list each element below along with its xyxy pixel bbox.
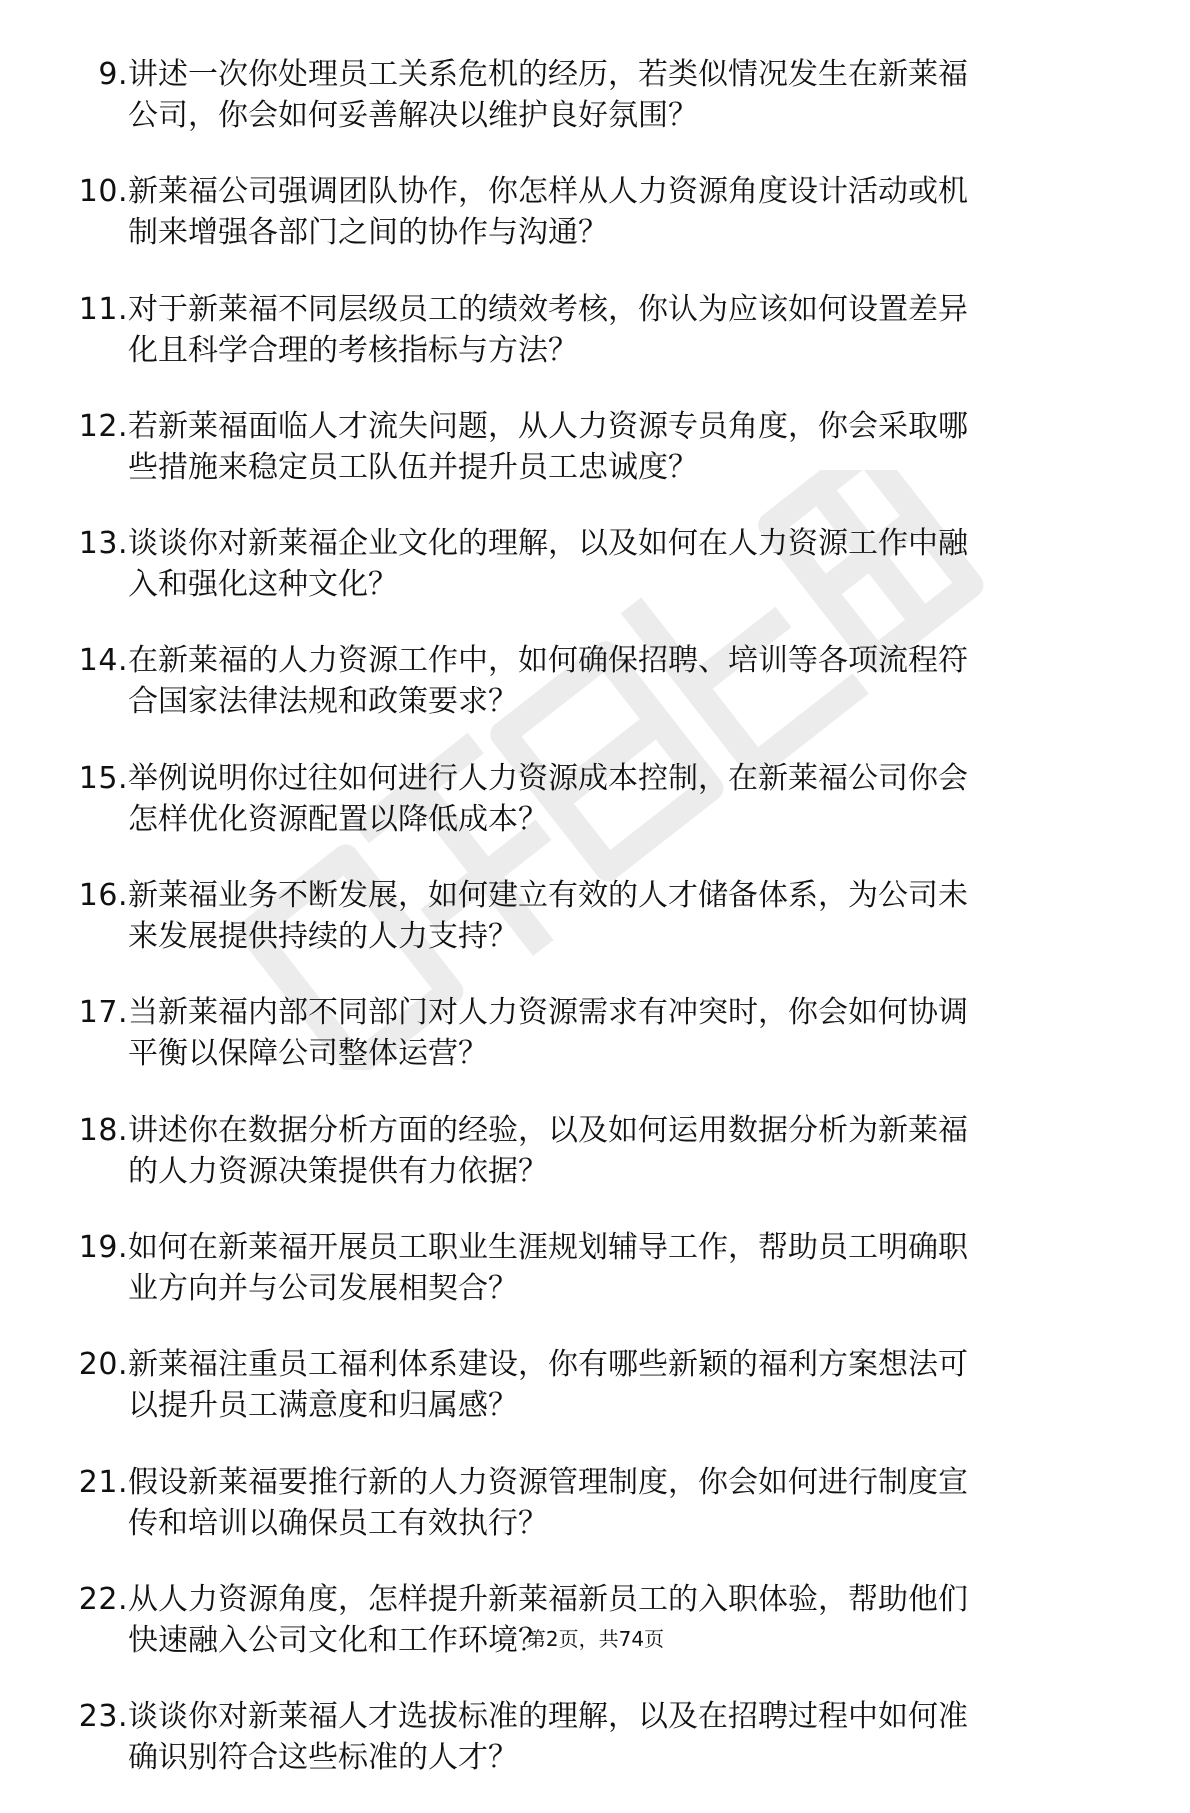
question-item [0, 1462, 1190, 1579]
question-number: 10. [78, 174, 128, 210]
question-line: 如何在新莱福开展员工职业生涯规划辅导工作，帮助员工明确职 [128, 1229, 968, 1265]
question-item [0, 523, 1190, 640]
question-line: 当新莱福内部不同部门对人力资源需求有冲突时，你会如何协调 [128, 995, 968, 1031]
page-footer [0, 1626, 1190, 1652]
question-line: 在新莱福的人力资源工作中，如何确保招聘、培训等各项流程符 [128, 643, 968, 679]
question-number: 14. [78, 643, 128, 679]
question-item [0, 758, 1190, 875]
question-text [128, 1696, 1128, 1778]
question-line: 新莱福业务不断发展，如何建立有效的人才储备体系，为公司未 [128, 878, 968, 914]
question-line: 对于新莱福不同层级员工的绩效考核，你认为应该如何设置差异 [128, 291, 968, 327]
question-text [128, 640, 1128, 722]
question-number: 17. [78, 995, 128, 1031]
question-item [0, 171, 1190, 288]
question-number: 18. [78, 1112, 128, 1148]
question-line: 谈谈你对新莱福人才选拔标准的理解，以及在招聘过程中如何准 [128, 1699, 968, 1735]
question-item [0, 289, 1190, 406]
question-number: 20. [78, 1347, 128, 1383]
question-line: 制来增强各部门之间的协作与沟通？ [128, 215, 608, 251]
page-number-label: 第2页，共74页 [525, 1627, 665, 1651]
question-number: 23. [78, 1699, 128, 1735]
question-line: 从人力资源角度，怎样提升新莱福新员工的入职体验，帮助他们 [128, 1581, 968, 1617]
question-text [128, 992, 1128, 1074]
question-line: 谈谈你对新莱福企业文化的理解，以及如何在人力资源工作中融 [128, 526, 968, 562]
question-number: 11. [78, 291, 128, 327]
question-number: 12. [78, 408, 128, 444]
question-text [128, 758, 1128, 840]
question-text [128, 54, 1128, 136]
question-number: 9. [98, 57, 128, 92]
question-item [0, 1227, 1190, 1344]
question-number: 16. [78, 878, 128, 914]
question-text [128, 1462, 1128, 1544]
question-line: 若新莱福面临人才流失问题，从人力资源专员角度，你会采取哪 [128, 408, 968, 444]
question-line: 化且科学合理的考核指标与方法？ [128, 332, 578, 368]
question-text [128, 171, 1128, 253]
question-line: 业方向并与公司发展相契合？ [128, 1270, 518, 1306]
question-item [0, 54, 1190, 171]
question-line: 的人力资源决策提供有力依据？ [128, 1153, 548, 1189]
question-list [0, 54, 1190, 1813]
question-line: 合国家法律法规和政策要求？ [128, 684, 518, 720]
question-number: 13. [78, 526, 128, 562]
question-number: 22. [78, 1581, 128, 1617]
question-line: 些措施来稳定员工队伍并提升员工忠诚度？ [128, 449, 698, 485]
question-item [0, 640, 1190, 757]
question-text [128, 523, 1128, 605]
question-item [0, 1110, 1190, 1227]
question-item [0, 1344, 1190, 1461]
question-line: 公司，你会如何妥善解决以维护良好氛围？ [128, 98, 698, 133]
question-item [0, 875, 1190, 992]
question-line: 讲述你在数据分析方面的经验，以及如何运用数据分析为新莱福 [128, 1112, 968, 1148]
question-line: 怎样优化资源配置以降低成本？ [128, 801, 548, 837]
question-line: 新莱福公司强调团队协作，你怎样从人力资源角度设计活动或机 [128, 174, 968, 210]
question-text [128, 289, 1128, 371]
question-text [128, 1344, 1128, 1426]
question-line: 确识别符合这些标准的人才？ [128, 1740, 518, 1776]
question-item [0, 992, 1190, 1109]
question-number: 21. [78, 1464, 128, 1500]
question-line: 平衡以保障公司整体运营？ [128, 1036, 488, 1072]
question-number: 15. [78, 760, 128, 796]
question-line: 举例说明你过往如何进行人力资源成本控制，在新莱福公司你会 [128, 760, 968, 796]
question-text [128, 1227, 1128, 1309]
question-line: 传和培训以确保员工有效执行？ [128, 1505, 548, 1541]
question-line: 入和强化这种文化？ [128, 567, 398, 603]
question-number: 19. [78, 1229, 128, 1265]
question-line: 以提升员工满意度和归属感？ [128, 1388, 518, 1424]
question-line: 快速融入公司文化和工作环境？ [128, 1622, 548, 1658]
question-text [128, 1110, 1128, 1192]
question-line: 讲述一次你处理员工关系危机的经历，若类似情况发生在新莱福 [128, 57, 968, 92]
question-text [128, 875, 1128, 957]
question-item [0, 1696, 1190, 1813]
question-item [0, 406, 1190, 523]
question-line: 来发展提供持续的人力支持？ [128, 919, 518, 955]
question-text [128, 406, 1128, 488]
question-line: 新莱福注重员工福利体系建设，你有哪些新颖的福利方案想法可 [128, 1347, 968, 1383]
question-line: 假设新莱福要推行新的人力资源管理制度，你会如何进行制度宣 [128, 1464, 968, 1500]
